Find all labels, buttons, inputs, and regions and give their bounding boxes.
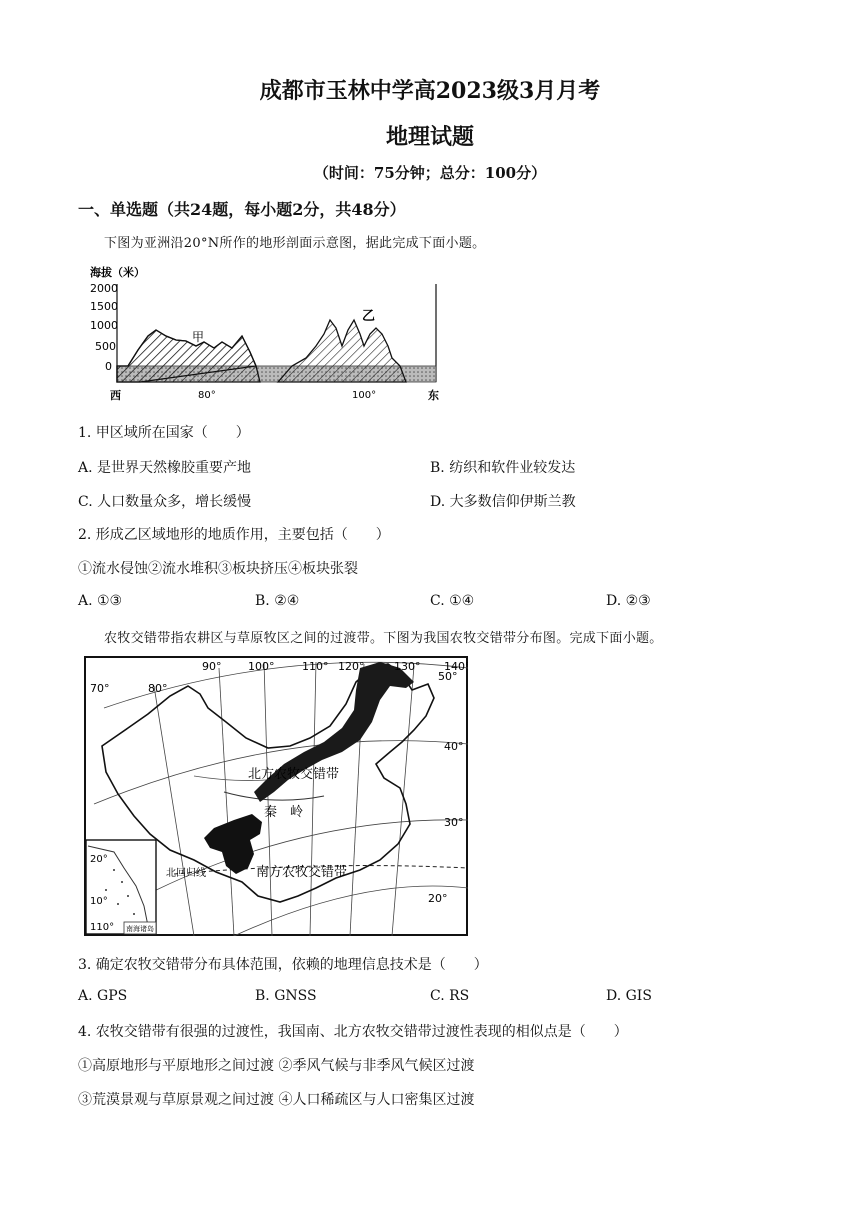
profile-label-yi: 乙 (362, 309, 376, 324)
inset-lon-110: 110° (90, 922, 115, 933)
map-lat-20: 20° (428, 892, 448, 905)
profile-xtick-100: 100° (352, 390, 377, 401)
profile-ytick-500: 500 (95, 340, 116, 353)
map-lon-90: 90° (202, 660, 222, 673)
map-label-north-belt: 北方农牧交错带 (248, 767, 340, 782)
profile-xtick-80: 80° (198, 390, 216, 401)
map-lon-80: 80° (148, 682, 168, 695)
map-lon-140: 140° (444, 660, 468, 673)
section-heading: 一、单选题（共24题，每小题2分，共48分） (78, 200, 406, 219)
profile-terrain-yi (278, 320, 406, 382)
map-lon-70: 70° (90, 682, 110, 695)
profile-label-jia: 甲 (192, 330, 205, 344)
exam-subtitle: 地理试题 (385, 124, 474, 150)
q2-statements: ①流水侵蚀②流水堆积③板块挤压④板块张裂 (78, 561, 358, 577)
q1-option-d[interactable]: D. 大多数信仰伊斯兰教 (430, 494, 576, 510)
inset-lat-20: 20° (90, 854, 108, 865)
terrain-profile-figure (80, 262, 450, 406)
map-lat-30: 30° (444, 816, 464, 829)
q1-option-c[interactable]: C. 人口数量众多，增长缓慢 (78, 494, 252, 510)
q1-stem: 1. 甲区域所在国家（ ） (78, 425, 250, 441)
q3-option-c[interactable]: C. RS (430, 988, 470, 1004)
intro-map: 农牧交错带指农耕区与草原牧区之间的过渡带。下图为我国农牧交错带分布图。完成下面小题。 (104, 631, 663, 646)
map-lat-50: 50° (438, 670, 458, 683)
profile-ytick-2000: 2000 (90, 282, 118, 295)
q2-option-c[interactable]: C. ①④ (430, 593, 475, 609)
q4-stem: 4. 农牧交错带有很强的过渡性，我国南、北方农牧交错带过渡性表现的相似点是（ ） (78, 1024, 628, 1040)
map-label-tropic: 北回归线 (166, 868, 206, 879)
map-label-qinling: 秦 岭 (264, 805, 304, 820)
profile-ytick-1000: 1000 (90, 319, 118, 332)
map-lon-100: 100° (248, 660, 275, 673)
q2-option-b[interactable]: B. ②④ (255, 593, 300, 609)
map-lon-110: 110° (302, 660, 329, 673)
inset-lat-10: 10° (90, 896, 108, 907)
q4-statements-2: ③荒漠景观与草原景观之间过渡 ④人口稀疏区与人口密集区过渡 (78, 1092, 475, 1108)
exam-meta: （时间：75分钟；总分：100分） (313, 164, 547, 182)
map-lat-40: 40° (444, 740, 464, 753)
q3-stem: 3. 确定农牧交错带分布具体范围，依赖的地理信息技术是（ ） (78, 957, 488, 973)
q4-statements-1: ①高原地形与平原地形之间过渡 ②季风气候与非季风气候区过渡 (78, 1058, 475, 1074)
profile-west: 西 (110, 389, 121, 402)
profile-east: 东 (428, 389, 439, 402)
q3-option-a[interactable]: A. GPS (78, 988, 128, 1004)
q2-option-d[interactable]: D. ②③ (606, 593, 651, 609)
map-label-south-belt: 南方农牧交错带 (256, 865, 348, 880)
profile-ylabel: 海拔（米） (90, 266, 145, 279)
inset-label: 南海诸岛 (126, 925, 154, 933)
china-map-figure (84, 656, 468, 940)
exam-title: 成都市玉林中学高2023级3月月考 (259, 78, 601, 104)
profile-ytick-1500: 1500 (90, 300, 118, 313)
q1-option-a[interactable]: A. 是世界天然橡胶重要产地 (78, 460, 252, 476)
q1-option-b[interactable]: B. 纺织和软件业较发达 (430, 460, 576, 476)
q2-stem: 2. 形成乙区域地形的地质作用，主要包括（ ） (78, 527, 390, 543)
q2-option-a[interactable]: A. ①③ (78, 593, 123, 609)
map-lon-130: 130° (394, 660, 421, 673)
intro-profile: 下图为亚洲沿20°N所作的地形剖面示意图，据此完成下面小题。 (104, 236, 486, 251)
q3-option-b[interactable]: B. GNSS (255, 988, 317, 1004)
profile-ytick-0: 0 (105, 360, 112, 373)
q3-option-d[interactable]: D. GIS (606, 988, 652, 1004)
map-lon-120: 120° (338, 660, 365, 673)
